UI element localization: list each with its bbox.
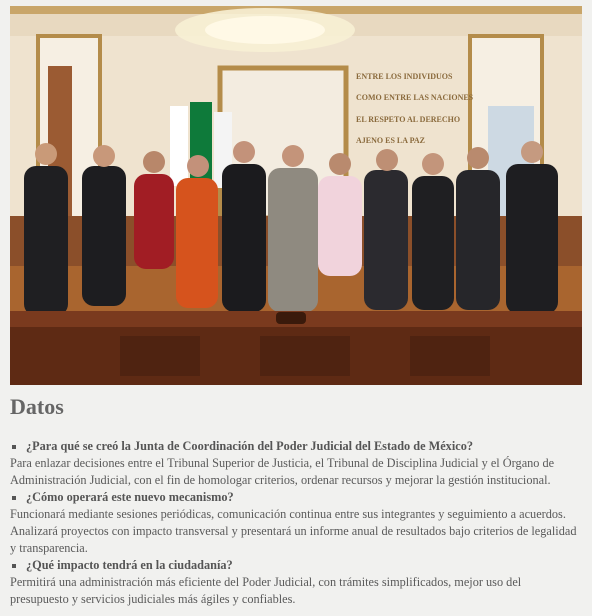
faq-answer-1: Para enlazar decisiones entre el Tribunal Superior de Justicia, el Tribunal de Disciplina Judicial y el Órgano de Administración Judicial, con el fin de homologar criterios, ordenar recursos y mejorar la gestión institucional. — [10, 456, 555, 487]
faq-question-2 — [10, 489, 582, 506]
wall-text-2: COMO ENTRE LAS NACIONES — [356, 93, 474, 102]
faq-answer-3: Permitirá una administración más eficiente del Poder Judicial, con trámites simplificados, mejor uso del presupuesto y servicios judiciales más ágiles y confiables. — [10, 575, 522, 606]
photo-scene — [10, 6, 582, 385]
faq-answer-2: Funcionará mediante sesiones periódicas, comunicación continua entre sus integrantes y seguimiento a acuerdos. Analizará proyectos con impacto transversal y presentará un informe anual de resultados bajo criterios de legalidad y transparencia. — [10, 507, 577, 555]
wall-text-3: EL RESPETO AL DERECHO — [356, 115, 461, 124]
wall-text-4: AJENO ES LA PAZ — [356, 136, 425, 145]
bullet-icon — [12, 564, 16, 568]
wall-text-1: ENTRE LOS INDIVIDUOS — [356, 72, 453, 81]
faq-question-1 — [10, 438, 582, 455]
faq-question-text: ¿Para qué se creó la Junta de Coordinación del Poder Judicial del Estado de México? — [26, 439, 474, 453]
faq-question-text: ¿Cómo operará este nuevo mecanismo? — [26, 490, 234, 504]
faq-list — [10, 438, 582, 608]
bullet-icon — [12, 445, 16, 449]
group-photo — [10, 6, 582, 385]
section-title: Datos — [10, 394, 64, 419]
bullet-icon — [12, 496, 16, 500]
faq-question-text: ¿Qué impacto tendrá en la ciudadanía? — [26, 558, 233, 572]
faq-question-3 — [10, 557, 582, 574]
